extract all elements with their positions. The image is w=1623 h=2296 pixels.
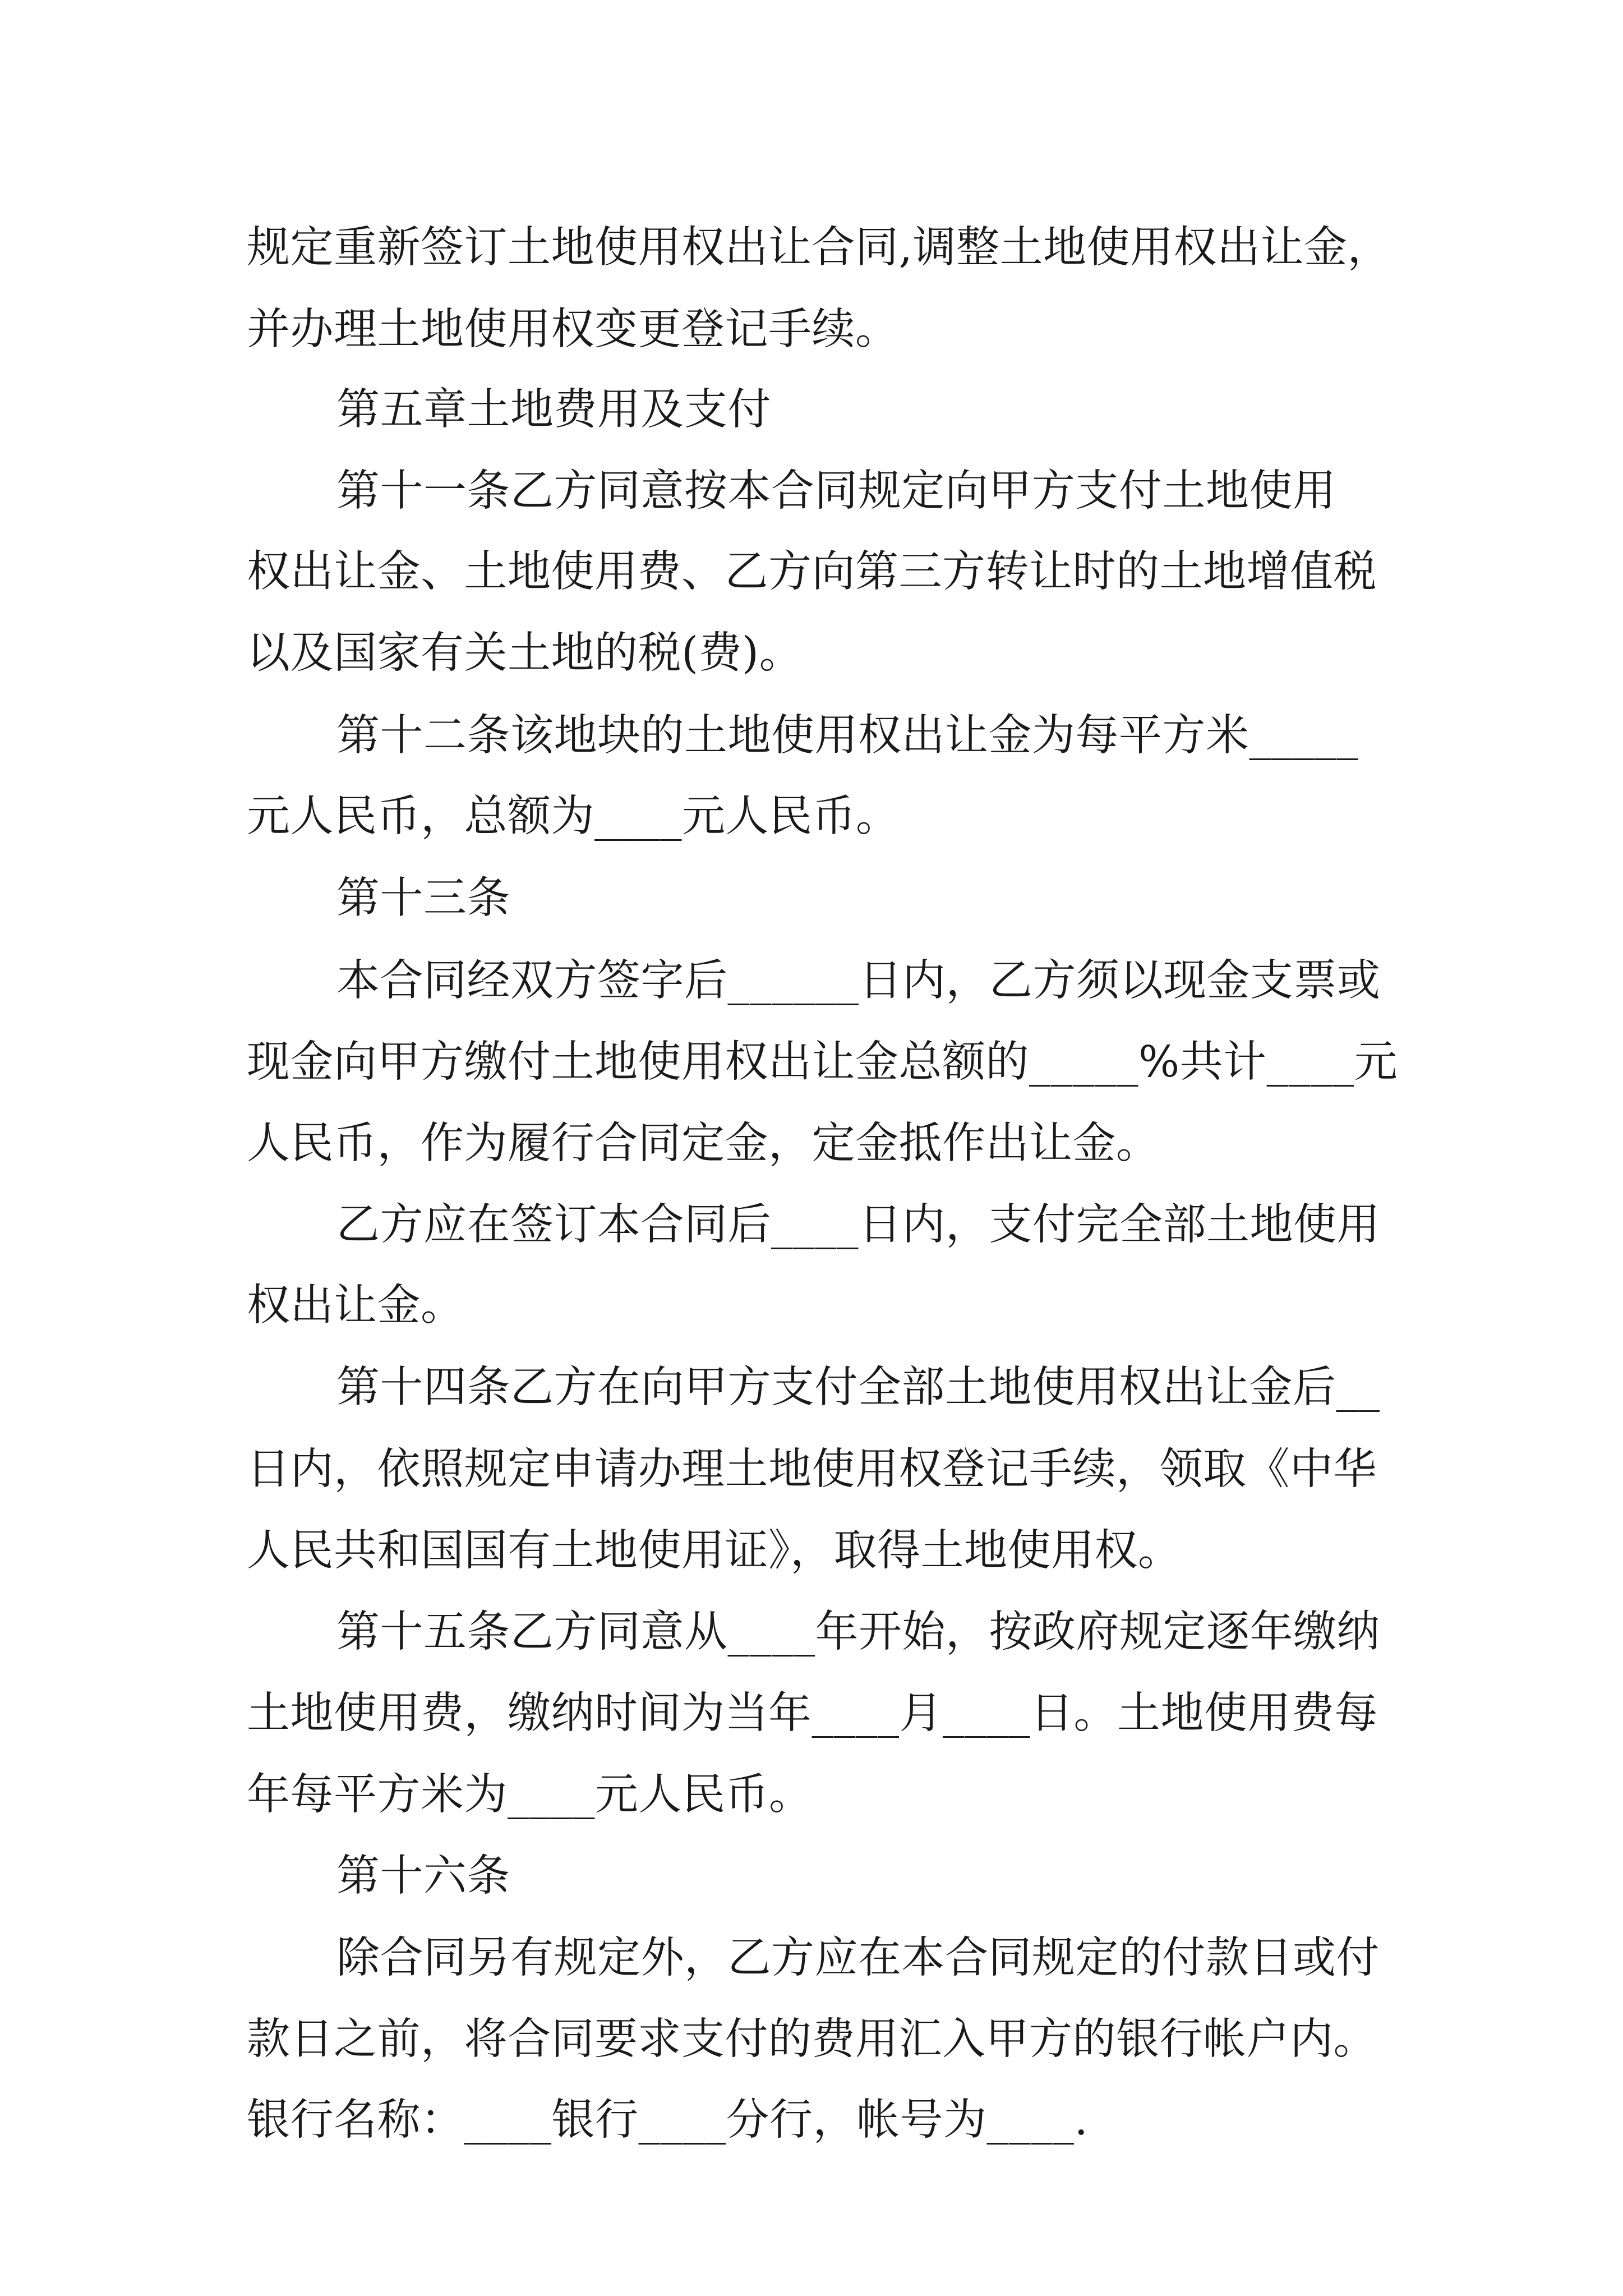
article-11-line-2: 权出让金、土地使用费、乙方向第三方转让时的土地增值税: [247, 547, 1377, 597]
article-16-heading: 第十六条: [336, 1851, 510, 1901]
article-14-line-2: 日内，依照规定申请办理土地使用权登记手续，领取《中华: [247, 1444, 1377, 1494]
article-13-para-2-line-2: 权出让金。: [247, 1281, 464, 1331]
chapter-heading: 第五章土地费用及支付: [336, 385, 771, 435]
text-line-continuation: 规定重新签订土地使用权出让合同,调整土地使用权出让金，: [247, 223, 1391, 273]
article-15-line-1: 第十五条乙方同意从____年开始，按政府规定逐年缴纳: [336, 1607, 1380, 1657]
article-11-line-3: 以及国家有关土地的税(费)。: [247, 628, 803, 678]
article-13-para-2-line-1: 乙方应在签订本合同后____日内，支付完全部土地使用: [336, 1200, 1380, 1250]
article-15-line-3: 年每平方米为____元人民币。: [247, 1770, 813, 1820]
article-13-para-1-line-3: 人民币，作为履行合同定金，定金抵作出让金。: [247, 1119, 1160, 1168]
article-15-line-2: 土地使用费，缴纳时间为当年____月____日。土地使用费每: [247, 1688, 1378, 1738]
article-14-line-3: 人民共和国国有土地使用证》，取得土地使用权。: [247, 1526, 1182, 1576]
article-16-line-2: 款日之前，将合同要求支付的费用汇入甲方的银行帐户内。: [247, 2014, 1377, 2064]
article-11-line-1: 第十一条乙方同意按本合同规定向甲方支付土地使用: [336, 466, 1336, 516]
article-12-line-2: 元人民币，总额为____元人民币。: [247, 792, 900, 841]
article-13-para-1-line-1: 本合同经双方签字后______日内，乙方须以现金支票或: [336, 956, 1381, 1006]
article-14-line-1: 第十四条乙方在向甲方支付全部土地使用权出让金后__: [336, 1363, 1380, 1412]
article-13-heading: 第十三条: [336, 873, 510, 923]
article-16-line-3: 银行名称：____银行____分行，帐号为____.: [247, 2095, 1089, 2145]
article-12-line-1: 第十二条该地块的土地使用权出让金为每平方米_____: [336, 711, 1359, 761]
article-13-para-1-line-2: 现金向甲方缴付土地使用权出让金总额的_____%共计____元: [247, 1037, 1398, 1087]
article-16-line-1: 除合同另有规定外，乙方应在本合同规定的付款日或付: [336, 1933, 1380, 1983]
text-line-continuation: 并办理土地使用权变更登记手续。: [247, 305, 899, 355]
